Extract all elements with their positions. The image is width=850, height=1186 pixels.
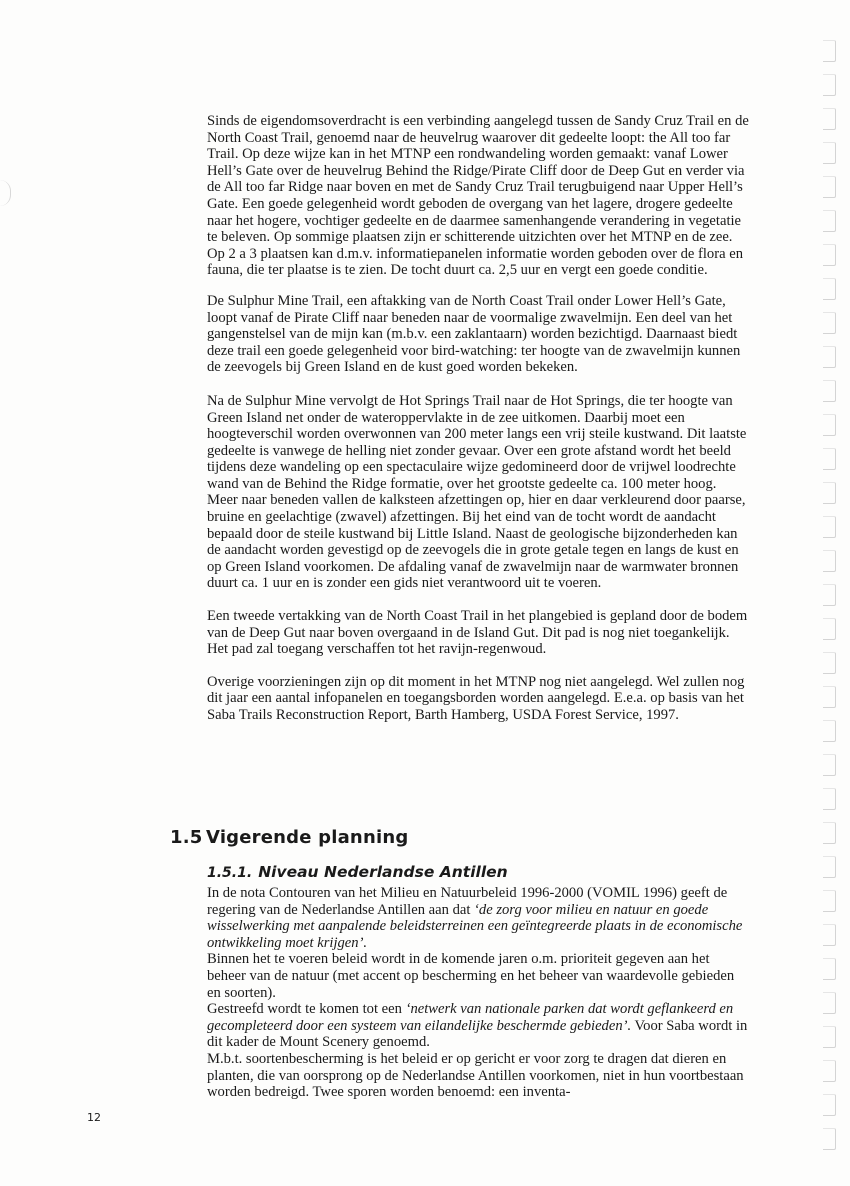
binding-ring xyxy=(823,414,836,436)
binding-ring xyxy=(823,1060,836,1082)
punch-hole-mark xyxy=(0,180,11,206)
binding-ring xyxy=(823,890,836,912)
quote-text: ‘de zorg voor milieu en natuur en goede wisselwerking met aanpalende beleidsterreinen een geïntegreerde plaats in de economische ontwikkeling moet krijgen’. xyxy=(207,901,743,951)
binding-ring xyxy=(823,1026,836,1048)
binding-ring xyxy=(823,720,836,742)
paragraph-all-too-far-trail: Sinds de eigendomsoverdracht is een verbinding aangelegd tussen de Sandy Cruz Trail en de North Coast Trail, genoemd naar de heuvelrug waarover dit gedeelte loopt: the All too far Trail. Op deze wijze kan in het MTNP een rondwandeling worden gemaakt: vanaf Lower Hell’s Gate over de heuvelrug Behind the Ridge/Pirate Cliff door de Deep Gut en verder via de All too far Ridge naar boven en met de Sandy Cruz Trail terugbuigend naar Upper Hell’s Gate. Een goede gelegenheid wordt geboden de overgang van het lagere, drogere gedeelte naar het hogere, vochtiger gedeelte en de daarmee samenhangende verandering in vegetatie te beleven. Op sommige plaatsen zijn er schitterende uitzichten over het MTNP en de zee. Op 2 a 3 plaatsen kan d.m.v. informatiepanelen informatie worden geboden over de flora en fauna, die ter plaatse is te zien. De tocht duurt ca. 2,5 uur en vergt een goede conditie. xyxy=(207,113,749,279)
paragraph-hot-springs-trail: Na de Sulphur Mine vervolgt de Hot Springs Trail naar de Hot Springs, die ter hoogte van Green Island net onder de wateroppervlakte in de zee uitkomen. Daarbij moet een hoogteverschil worden overwonnen van 200 meter langs een vrij steile kustwand. Dit laatste gedeelte is vanwege de helling niet zonder gevaar. Over een grote afstand wordt het beeld tijdens deze wandeling op een spectaculaire wijze gedomineerd door de vrijwel loodrechte wand van de Behind the Ridge formatie, over het grootste gedeelte ca. 100 meter hoog. Meer naar beneden vallen de kalksteen afzettingen op, hier en daar verkleurend door paarse, bruine en geelachtige (zwavel) afzettingen. Bij het eind van de tocht wordt de aandacht bepaald door de steile kustwand bij Little Island. Naast de geologische bijzonderheden kan de aandacht worden gevestigd op de zeevogels die in grote getale tegen en langs de kust en op Green Island voorkomen. De afdaling vanaf de zwavelmijn naar de warmwater bronnen duurt ca. 1 uur en is zonder een gids niet verantwoord uit te voeren. xyxy=(207,392,747,592)
binding-ring xyxy=(823,142,836,164)
page-number: 12 xyxy=(87,1111,101,1124)
binding-ring xyxy=(823,176,836,198)
paragraph-sulphur-mine-trail: De Sulphur Mine Trail, een aftakking van de North Coast Trail onder Lower Hell’s Gate, loopt vanaf de Pirate Cliff naar beneden naar de voormalige zwavelmijn. Een deel van het gangenstelsel van de mijn kan (m.b.v. een zaklantaarn) worden bezichtigd. Daarnaast biedt deze trail een goede gelegenheid voor bird-watching: ter hoogte van de zwavelmijn kunnen de zeevogels bij Green Island en de kust goed worden bekeken. xyxy=(207,292,741,376)
binding-ring xyxy=(823,550,836,572)
subsection-paragraph: M.b.t. soortenbescherming is het beleid er op gericht er voor zorg te dragen dat dieren en planten, die van oorsprong op de Nederlandse Antillen voorkomen, niet in hun voortbestaan worden bedreigd. Twee sporen worden benoemd: een inventa- xyxy=(207,1050,744,1101)
binding-ring xyxy=(823,584,836,606)
binding-ring xyxy=(823,788,836,810)
subsection-paragraph: In de nota Contouren van het Milieu en Natuurbeleid 1996-2000 (VOMIL 1996) geeft de regering van de Nederlandse Antillen aan dat ‘de zorg voor milieu en natuur en goede wisselwerking met aanpalende beleidsterreinen een geïntegreerde plaats in de economische ontwikkeling moet krijgen’. xyxy=(207,885,743,951)
binding-ring xyxy=(823,856,836,878)
binding-ring xyxy=(823,686,836,708)
binding-ring xyxy=(823,380,836,402)
binding-ring xyxy=(823,652,836,674)
binding-ring xyxy=(823,822,836,844)
section-number: 1.5 xyxy=(170,827,203,848)
section-title: Vigerende planning xyxy=(206,827,409,848)
binding-ring xyxy=(823,924,836,946)
subsection-heading xyxy=(207,862,750,883)
section-heading xyxy=(170,827,408,848)
binding-ring xyxy=(823,312,836,334)
binding-ring xyxy=(823,74,836,96)
binding-ring xyxy=(823,244,836,266)
body-text xyxy=(207,113,750,738)
binding-ring xyxy=(823,482,836,504)
binding-ring xyxy=(823,618,836,640)
spiral-binding xyxy=(822,40,836,1160)
subsection-paragraph: Gestreefd wordt te komen tot een ‘netwerk van nationale parken dat wordt geflankeerd en gecompleteerd door een systeem van eilandelijke beschermde gebieden’. Voor Saba wordt in dit kader de Mount Scenery genoemd. xyxy=(207,1001,748,1051)
paragraph-second-branch: Een tweede vertakking van de North Coast Trail in het plangebied is gepland door de bodem van de Deep Gut naar boven overgaand in de Island Gut. Dit pad is nog niet toegankelijk. Het pad zal toegang verschaffen tot het ravijn-regenwoud. xyxy=(207,608,748,658)
quote-text: ‘netwerk van nationale parken dat wordt geflankeerd en gecompleteerd door een systeem van eilandelijke beschermde gebieden’. xyxy=(207,1001,734,1034)
binding-ring xyxy=(823,278,836,300)
binding-ring xyxy=(823,1128,836,1150)
subsection xyxy=(207,862,750,1101)
binding-ring xyxy=(823,992,836,1014)
binding-ring xyxy=(823,754,836,776)
binding-ring xyxy=(823,516,836,538)
subsection-paragraph: Binnen het te voeren beleid wordt in de komende jaren o.m. prioriteit gegeven aan het beheer van de natuur (met accent op bescherming en het beheer van waardevolle gebieden en soorten). xyxy=(207,951,735,1001)
binding-ring xyxy=(823,108,836,130)
subsection-number: 1.5.1. xyxy=(207,865,253,881)
paragraph-other-facilities: Overige voorzieningen zijn op dit moment in het MTNP nog niet aangelegd. Wel zullen nog dit jaar een aantal infopanelen en toegangsborden worden aangelegd. E.e.a. op basis van het Saba Trails Reconstruction Report, Barth Hamberg, USDA Forest Service, 1997. xyxy=(207,673,745,723)
binding-ring xyxy=(823,448,836,470)
binding-ring xyxy=(823,958,836,980)
binding-ring xyxy=(823,1094,836,1116)
binding-ring xyxy=(823,40,836,62)
binding-ring xyxy=(823,210,836,232)
subsection-title: Niveau Nederlandse Antillen xyxy=(258,863,508,881)
binding-ring xyxy=(823,346,836,368)
